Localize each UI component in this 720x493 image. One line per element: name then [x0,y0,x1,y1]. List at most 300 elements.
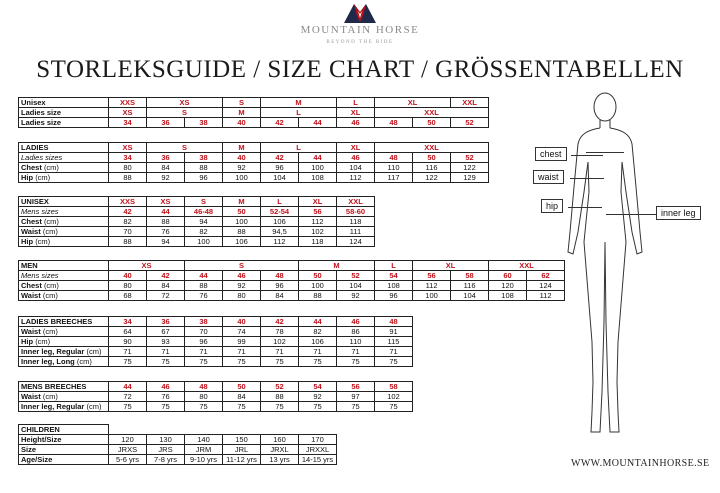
children-table [18,424,337,465]
chest-callout-text: chest [540,149,562,159]
section-title: CHILDREN [19,425,109,435]
table-cell: 88 [109,237,147,247]
table-cell: 34 [109,118,147,128]
table-cell: 100 [185,237,223,247]
table-cell: 36 [147,153,185,163]
table-row [19,143,489,153]
table-cell: 117 [375,173,413,183]
table-cell: M [261,98,337,108]
table-cell: 74 [223,327,261,337]
table-cell: 44 [299,317,337,327]
table-cell: 108 [489,291,527,301]
table-cell: 92 [223,163,261,173]
table-cell: 100 [223,217,261,227]
table-cell: 84 [261,291,299,301]
table-cell: 56 [337,382,375,392]
unit-label: (cm) [43,163,59,172]
table-cell: 40 [223,153,261,163]
table-cell: 52-54 [261,207,299,217]
table-cell: 82 [109,217,147,227]
table-row [19,197,375,207]
table-cell: 71 [299,347,337,357]
table-row [19,347,413,357]
table-cell: 46 [147,382,185,392]
table-cell: 5-6 yrs [109,455,147,465]
table-cell: 62 [527,271,565,281]
table-cell: 34 [109,153,147,163]
ladies-breeches-table [18,316,413,367]
table-cell: XS [147,98,223,108]
table-cell: 97 [337,392,375,402]
table-cell: 99 [223,337,261,347]
table-row [19,317,413,327]
brand-name: MOUNTAIN HORSE [300,24,420,36]
table-cell: S [147,143,223,153]
row-label: Ladies size [19,118,109,128]
table-row [19,337,413,347]
table-cell: 42 [261,317,299,327]
table-cell: 75 [109,357,147,367]
row-label-text: Hip [21,237,34,246]
table-cell: 104 [451,291,489,301]
table-cell: 112 [337,173,375,183]
row-label [19,227,109,237]
website-link[interactable]: WWW.MOUNTAINHORSE.SE [571,458,710,469]
table-cell: 92 [337,291,375,301]
table-cell: 46 [337,118,375,128]
unit-label: (cm) [35,337,51,346]
table-cell: 104 [261,173,299,183]
table-cell: 110 [375,163,413,173]
table-cell: S [185,261,299,271]
table-cell: 68 [109,291,147,301]
mountain-logo-icon [342,2,378,24]
table-row [19,163,489,173]
table-row [19,402,413,412]
table-cell: XXL [375,143,489,153]
table-cell: L [375,261,413,271]
table-cell: XS [109,108,147,118]
table-cell: 96 [375,291,413,301]
table-cell: 100 [299,163,337,173]
table-cell: JRXXL [299,445,337,455]
table-row [19,445,337,455]
table-row [19,382,413,392]
table-cell: L [261,143,337,153]
table-cell: 80 [109,281,147,291]
table-cell: M [299,261,375,271]
table-cell: 50 [413,118,451,128]
table-cell: 112 [527,291,565,301]
table-cell: 75 [337,357,375,367]
table-cell: 42 [109,207,147,217]
table-cell: 88 [261,392,299,402]
row-label: Ladies sizes [19,153,109,163]
table-cell: 42 [261,118,299,128]
table-cell: 94 [185,217,223,227]
table-row [19,281,565,291]
table-cell: 94,5 [261,227,299,237]
table-cell: 7-8 yrs [147,455,185,465]
table-row [19,435,337,445]
men-table [18,260,565,301]
table-cell: 75 [299,357,337,367]
table-cell: 76 [147,227,185,237]
row-label [19,217,109,227]
table-cell: 84 [147,163,185,173]
table-cell: XXS [109,197,147,207]
table-cell: 91 [375,327,413,337]
table-cell: 70 [109,227,147,237]
row-label-text: Chest [21,281,42,290]
table-cell: 71 [109,347,147,357]
row-label [19,237,109,247]
unit-label: (cm) [42,291,58,300]
table-cell: 88 [185,281,223,291]
table-cell: XXL [375,108,489,118]
row-label: Mens sizes [19,207,109,217]
table-cell: XXL [451,98,489,108]
table-cell: 160 [261,435,299,445]
table-cell: 102 [299,227,337,237]
row-label-text: Waist [21,392,41,401]
row-label [19,392,109,402]
table-row [19,173,489,183]
table-cell: JRL [223,445,261,455]
table-cell: 92 [299,392,337,402]
table-cell: 48 [185,382,223,392]
table-cell: 170 [299,435,337,445]
table-row [19,108,489,118]
row-label: Ladies size [19,108,109,118]
table-cell: 88 [109,173,147,183]
table-cell: XL [413,261,489,271]
hip-callout-text: hip [546,201,559,211]
row-label: Size [19,445,109,455]
table-cell: 58 [375,382,413,392]
table-cell: 120 [489,281,527,291]
table-cell: 48 [375,118,413,128]
table-cell: 44 [185,271,223,281]
table-cell: 50 [299,271,337,281]
table-cell: 54 [299,382,337,392]
row-label-text: Inner leg, Regular [21,402,85,411]
unit-label: (cm) [43,217,59,226]
table-cell: 58 [451,271,489,281]
table-cell: 88 [223,227,261,237]
table-cell: 38 [185,317,223,327]
table-cell: 150 [223,435,261,445]
table-cell: 75 [261,357,299,367]
table-cell: 75 [299,402,337,412]
table-cell: M [223,108,261,118]
unit-label: (cm) [42,327,58,336]
table-cell: 88 [147,217,185,227]
row-label [19,337,109,347]
table-cell: 46 [337,317,375,327]
table-cell: 88 [185,163,223,173]
inner-leg-leader-line [606,214,656,215]
table-cell: 82 [299,327,337,337]
row-label [19,347,109,357]
table-cell: 75 [375,402,413,412]
unit-label: (cm) [86,347,102,356]
table-cell: 36 [147,118,185,128]
table-cell: 44 [299,153,337,163]
table-cell: 48 [375,153,413,163]
row-label [19,327,109,337]
table-cell: 129 [451,173,489,183]
table-cell: 82 [185,227,223,237]
row-label: Mens sizes [19,271,109,281]
row-label: Age/Size [19,455,109,465]
table-cell: 42 [147,271,185,281]
row-label-text: Hip [21,337,34,346]
table-cell: XL [337,143,375,153]
unit-label: (cm) [76,357,92,366]
page-title: STORLEKSGUIDE / SIZE CHART / GRÖSSENTABELLEN [36,56,684,83]
table-cell: 96 [261,163,299,173]
table-cell: L [337,98,375,108]
row-label-text: Waist [21,227,41,236]
body-outline-icon [560,92,650,482]
table-cell: S [147,108,223,118]
hip-callout [541,199,563,213]
table-cell: 75 [375,357,413,367]
table-row [19,153,489,163]
row-label-text: Chest [21,163,42,172]
table-cell: 14-15 yrs [299,455,337,465]
table-cell: 118 [337,217,375,227]
table-cell: 80 [185,392,223,402]
table-cell: 38 [185,118,223,128]
table-cell: 104 [337,163,375,173]
ladies-table [18,142,489,183]
table-cell: 108 [299,173,337,183]
table-cell: XXL [337,197,375,207]
table-cell: 116 [413,163,451,173]
table-cell: 118 [299,237,337,247]
unit-label: (cm) [35,173,51,182]
unit-label: (cm) [42,227,58,236]
table-cell: 112 [261,237,299,247]
table-cell: 46 [223,271,261,281]
row-label: Height/Size [19,435,109,445]
table-cell: S [223,98,261,108]
table-cell: 48 [261,271,299,281]
mens-breeches-table [18,381,413,412]
table-cell: 122 [413,173,451,183]
table-cell: 11-12 yrs [223,455,261,465]
table-cell: 72 [147,291,185,301]
table-cell: 84 [223,392,261,402]
table-cell: 71 [147,347,185,357]
table-cell: 102 [375,392,413,402]
row-label [19,357,109,367]
table-cell: 75 [147,402,185,412]
table-cell: 46 [337,153,375,163]
table-cell: 130 [147,435,185,445]
table-cell: 54 [375,271,413,281]
table-cell: 112 [299,217,337,227]
waist-callout [533,170,564,184]
table-cell: 100 [223,173,261,183]
table-cell: 9-10 yrs [185,455,223,465]
table-cell: 52 [337,271,375,281]
table-cell: 50 [413,153,451,163]
table-cell: 75 [109,402,147,412]
unit-label: (cm) [35,237,51,246]
row-label-text: Chest [21,217,42,226]
table-cell: 140 [185,435,223,445]
table-cell: 90 [109,337,147,347]
table-cell: JRS [147,445,185,455]
section-title: MENS BREECHES [19,382,109,392]
section-title: LADIES BREECHES [19,317,109,327]
table-cell: 116 [451,281,489,291]
table-cell: 58-60 [337,207,375,217]
table-cell: JRM [185,445,223,455]
table-row [19,237,375,247]
section-title: UNISEX [19,197,109,207]
table-cell: 96 [185,173,223,183]
table-row [19,98,489,108]
row-label [19,173,109,183]
unit-label: (cm) [43,281,59,290]
row-label [19,163,109,173]
row-label-text: Waist [21,327,41,336]
row-label-text: Inner leg, Long [21,357,75,366]
table-cell: L [261,197,299,207]
table-cell-empty [109,425,337,435]
table-cell: 70 [185,327,223,337]
row-label [19,281,109,291]
waist-callout-text: waist [538,172,559,182]
table-cell: 71 [223,347,261,357]
table-cell: 50 [223,382,261,392]
table-cell: 40 [223,317,261,327]
table-cell: 56 [413,271,451,281]
table-row [19,327,413,337]
table-cell: XS [109,261,185,271]
table-cell: 75 [185,357,223,367]
brand-tagline: BEYOND THE RIDE [326,40,394,45]
table-cell: 52 [261,382,299,392]
unit-label: (cm) [42,392,58,401]
inner-leg-callout [656,206,701,220]
table-cell: 78 [261,327,299,337]
table-cell: 124 [527,281,565,291]
table-cell: 96 [261,281,299,291]
table-cell: M [223,143,261,153]
unisex-size-table [18,97,489,128]
table-cell: XXL [489,261,565,271]
table-cell: 72 [109,392,147,402]
table-cell: 106 [261,217,299,227]
table-cell: 75 [185,402,223,412]
table-cell: 44 [147,207,185,217]
table-cell: 120 [109,435,147,445]
table-cell: 44 [299,118,337,128]
table-cell: 104 [337,281,375,291]
table-cell: 34 [109,317,147,327]
table-cell: 122 [451,163,489,173]
table-cell: 75 [337,402,375,412]
table-cell: 75 [223,357,261,367]
table-cell: 71 [375,347,413,357]
table-cell: XS [109,143,147,153]
table-cell: 64 [109,327,147,337]
table-cell: XL [299,197,337,207]
table-cell: XL [375,98,451,108]
table-cell: 76 [147,392,185,402]
table-cell: 106 [299,337,337,347]
table-cell: 71 [337,347,375,357]
table-cell: 111 [337,227,375,237]
table-cell: 112 [413,281,451,291]
table-cell: XL [337,108,375,118]
section-title: MEN [19,261,109,271]
table-cell: 40 [109,271,147,281]
table-row [19,291,565,301]
table-cell: 46-48 [185,207,223,217]
table-cell: 48 [375,317,413,327]
table-cell: 124 [337,237,375,247]
table-cell: 110 [337,337,375,347]
table-row [19,227,375,237]
table-cell: 75 [261,402,299,412]
row-label-text: Waist [21,291,41,300]
table-cell: 71 [261,347,299,357]
table-cell: 36 [147,317,185,327]
table-cell: 52 [451,118,489,128]
unit-label: (cm) [86,402,102,411]
table-cell: 108 [375,281,413,291]
table-cell: 67 [147,327,185,337]
table-cell: 40 [223,118,261,128]
table-cell: JRXS [109,445,147,455]
table-cell: 86 [337,327,375,337]
table-row [19,271,565,281]
table-cell: XXS [109,98,147,108]
table-row [19,357,413,367]
table-cell: S [185,197,223,207]
table-row [19,455,337,465]
table-cell: 44 [109,382,147,392]
table-cell: 106 [223,237,261,247]
unisex-measure-table [18,196,375,247]
table-cell: 96 [185,337,223,347]
chest-leader-line [571,155,603,156]
table-cell: 71 [185,347,223,357]
table-cell: 75 [147,357,185,367]
table-row [19,425,337,435]
table-cell: 88 [299,291,337,301]
row-label-text: Hip [21,173,34,182]
table-cell: 94 [147,237,185,247]
row-label: Unisex [19,98,109,108]
row-label [19,291,109,301]
row-label [19,402,109,412]
table-cell: 38 [185,153,223,163]
table-cell: JRXL [261,445,299,455]
table-cell: 93 [147,337,185,347]
section-title: LADIES [19,143,109,153]
table-cell: 100 [413,291,451,301]
table-cell: 80 [223,291,261,301]
waist-leader-line [570,178,604,179]
table-row [19,207,375,217]
